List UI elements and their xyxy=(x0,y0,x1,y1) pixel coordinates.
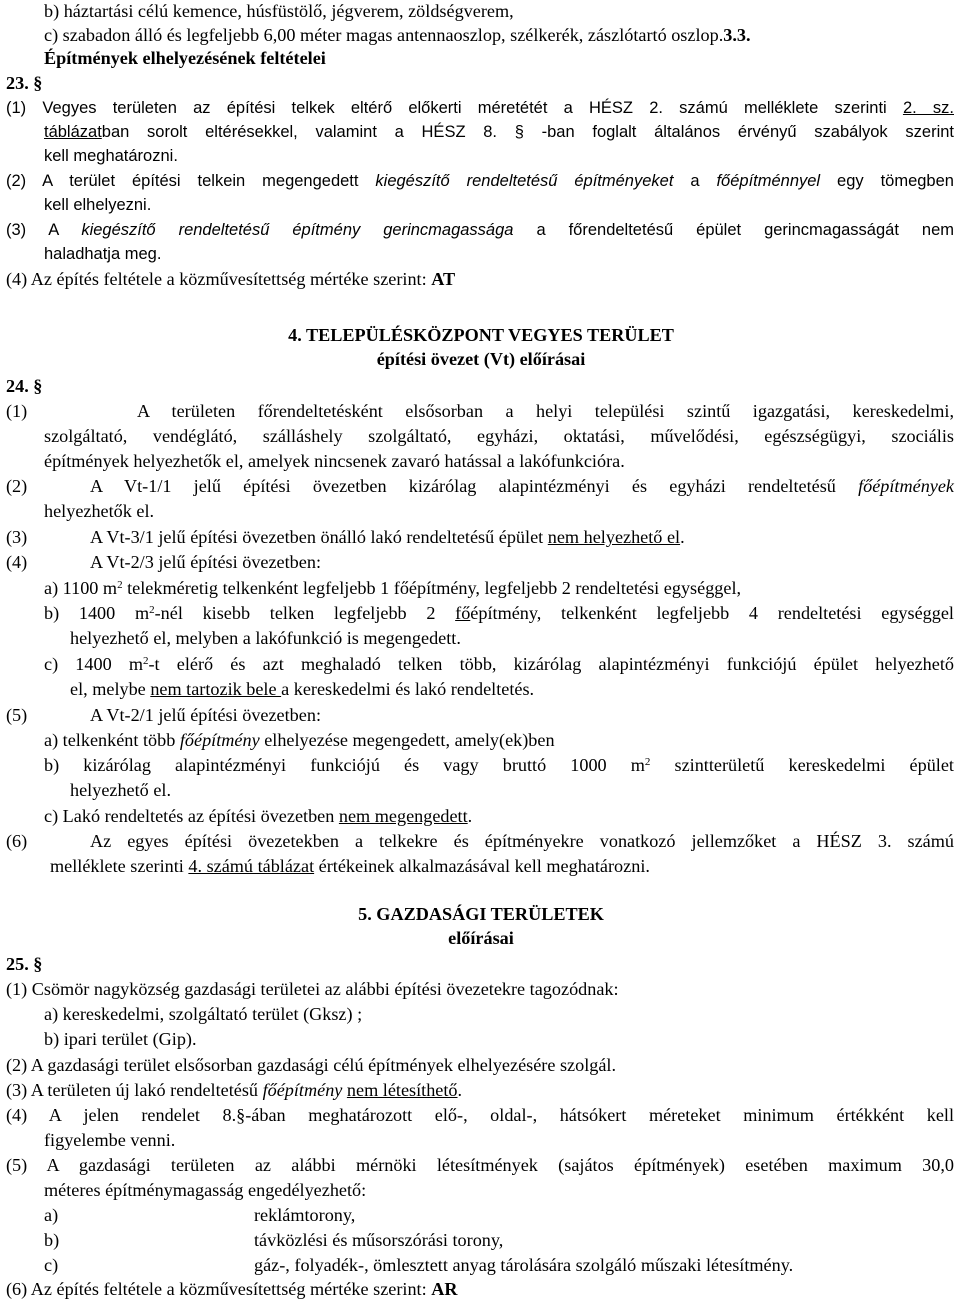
vt-p4-c-line2: el, melybe nem tartozik bele a kereskedelmi és lakó rendeltetés. xyxy=(70,679,535,699)
s23-p1-line3: kell meghatározni. xyxy=(44,147,178,165)
list-item-c: c) szabadon álló és legfeljebb 6,00 méter magas antennaoszlop, szélkerék, zászlótartó oszlop.3.3. xyxy=(44,25,751,45)
vt-p1-line3: építmények helyezhetők el, amelyek nincsenek zavaró hatással a lakófunkcióra. xyxy=(44,451,625,471)
vt-p5-a: a) telkenként több főépítmény elhelyezése megengedett, amely(ek)ben xyxy=(44,730,555,750)
vt-p6-line1: (6) Az egyes építési övezetekben a telkekre és építményekre vonatkozó jellemzőket a HÉSZ 3. számú xyxy=(6,831,954,851)
gazd-p1: (1) Csömör nagyközség gazdasági területei az alábbi építési övezetekre tagozódnak: xyxy=(6,979,619,999)
vt-p2-line1: (2) A Vt-1/1 jelű építési övezetben kizárólag alapintézményi és egyházi rendeltetésű főépítmények xyxy=(6,476,954,496)
gazd-p4-line1: (4) A jelen rendelet 8.§-ában meghatározott elő-, oldal-, hátsókert méreteket minimum értékként kell xyxy=(6,1105,954,1125)
vt-title: 4. TELEPÜLÉSKÖZPONT VEGYES TERÜLET xyxy=(288,325,674,345)
vt-p1-line1: (1) A területen főrendeltetésként elsősorban a helyi települési szintű igazgatási, kereskedelmi, xyxy=(6,401,954,421)
s23-p3-line1: (3) A kiegészítő rendeltetésű építmény gerincmagassága a főrendeltetésű épület gerincmagasságát nem xyxy=(6,221,954,239)
vt-p3: (3) A Vt-3/1 jelű építési övezetben önálló lakó rendeltetésű épület nem helyezhető el. xyxy=(6,527,685,547)
vt-p4-b-line2: helyezhető el, melyben a lakófunkció is megengedett. xyxy=(70,628,461,648)
vt-p4-a: a) 1100 $m^2$ telekméretig telkenként legfeljebb 1 főépítmény, legfeljebb 2 rendeltetési egységgel, xyxy=(44,578,742,598)
vt-p2-line2: helyezhetők el. xyxy=(44,501,155,521)
gazd-p4-line2: figyelembe venni. xyxy=(44,1130,176,1150)
gazd-p3: (3) A területen új lakó rendeltetésű főépítmény nem létesíthető. xyxy=(6,1080,463,1100)
paragraph-number-24: 24. § xyxy=(6,376,43,396)
vt-p6-line2: melléklete szerinti 4. számú táblázat értékeinek alkalmazásával kell meghatározni. xyxy=(50,856,650,876)
gazd-subtitle: előírásai xyxy=(448,928,514,948)
s23-p1-line2: táblázatban sorolt eltérésekkel, valamint a HÉSZ 8. § -ban foglalt általános érvényű szabályok szerint xyxy=(44,123,954,141)
vt-p4: (4) A Vt-2/3 jelű építési övezetben: xyxy=(6,552,321,572)
section-heading: Építmények elhelyezésének feltételei xyxy=(44,48,326,68)
vt-p1-line2: szolgáltató, vendéglátó, szálláshely szolgáltató, egyházi, oktatási, művelődési, egészségügyi, szociális xyxy=(44,426,954,446)
paragraph-number-23: 23. § xyxy=(6,73,43,93)
gazd-p5-item: b) távközlési és műsorszórási torony, xyxy=(44,1230,504,1250)
s23-p1-line1: (1) Vegyes területen az építési telkek eltérő előkerti méretétét a HÉSZ 2. számú melléklete szerinti 2. sz. xyxy=(6,99,954,117)
gazd-title: 5. GAZDASÁGI TERÜLETEK xyxy=(358,904,604,924)
list-item-b: b) háztartási célú kemence, húsfüstölő, jégverem, zöldségverem, xyxy=(44,1,514,21)
vt-p5-c: c) Lakó rendeltetés az építési övezetben nem megengedett. xyxy=(44,806,473,826)
gazd-p5-item: a) reklámtorony, xyxy=(44,1205,356,1225)
gazd-p1-b: b) ipari terület (Gip). xyxy=(44,1029,197,1049)
s23-p2-line2: kell elhelyezni. xyxy=(44,196,152,214)
s23-p3-line2: haladhatja meg. xyxy=(44,245,162,263)
vt-p4-b-line1: b) 1400 $m^2$-nél kisebb telken legfeljebb 2 főépítmény, telkenként legfeljebb 4 rendeltetési egységgel xyxy=(44,603,954,623)
vt-subtitle: építési övezet (Vt) előírásai xyxy=(376,349,586,369)
vt-p5: (5) A Vt-2/1 jelű építési övezetben: xyxy=(6,705,321,725)
gazd-p2: (2) A gazdasági terület elsősorban gazdasági célú építmények elhelyezésére szolgál. xyxy=(6,1055,617,1075)
vt-p4-c-line1: c) 1400 $m^2-t$ elérő és azt meghaladó telken több, kizárólag alapintézményi funkciójú épület helyezhető xyxy=(44,654,954,674)
gazd-p6: (6) Az építés feltétele a közművesítettség mértéke szerint: AR xyxy=(6,1279,458,1299)
gazd-p5-line1: (5) A gazdasági területen az alábbi mérnöki létesítmények (sajátos építmények) esetében maximum 30,0 xyxy=(6,1155,954,1175)
s23-p2-line1: (2) A terület építési telkein megengedett kiegészítő rendeltetésű építményeket a főépítménnyel egy tömegben xyxy=(6,172,954,190)
gazd-p5-item: c) gáz-, folyadék-, ömlesztett anyag tárolására szolgáló műszaki létesítmény. xyxy=(44,1255,794,1275)
gazd-p1-a: a) kereskedelmi, szolgáltató terület (Gksz) ; xyxy=(44,1004,363,1024)
vt-p5-b-line1: b) kizárólag alapintézményi funkciójú és vagy bruttó 1000 $m^2$ szintterületű kereskedelmi épület xyxy=(44,755,954,775)
gazd-p5-line2: méteres építménymagasság engedélyezhető: xyxy=(44,1180,367,1200)
vt-p5-b-line2: helyezhető el. xyxy=(70,780,171,800)
paragraph-number-25: 25. § xyxy=(6,954,43,974)
s23-p4: (4) Az építés feltétele a közművesítettség mértéke szerint: AT xyxy=(6,269,456,289)
